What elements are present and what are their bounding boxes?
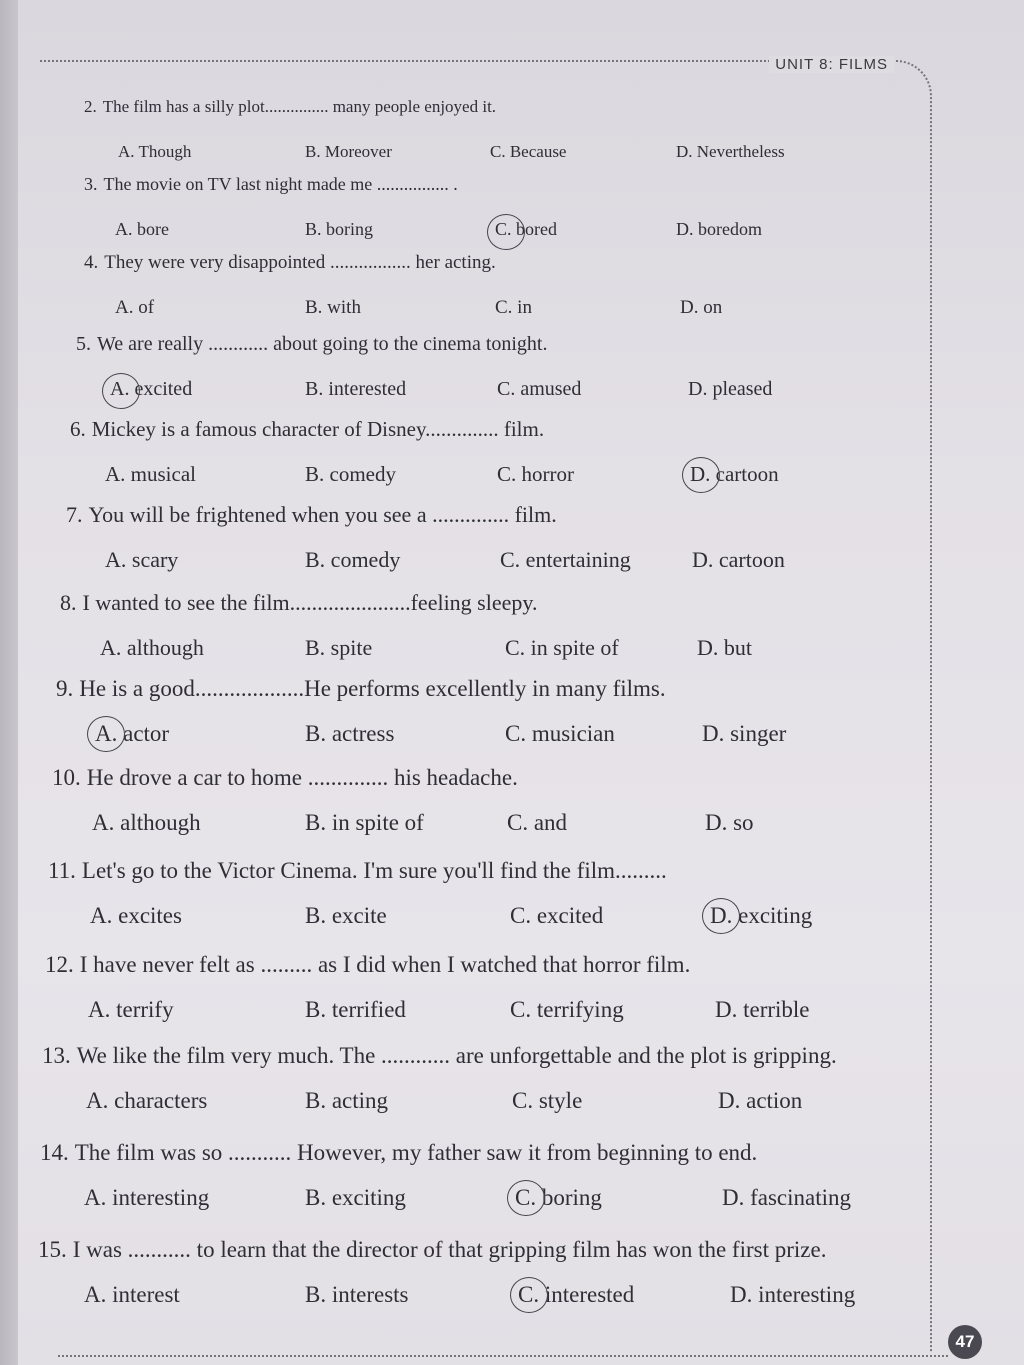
question-text: We like the film very much. The ............ are unforgettable and the plot is gripping. — [76, 1043, 837, 1068]
option-d-q15: D. interesting — [730, 1282, 856, 1307]
question-15 — [38, 1237, 826, 1263]
question-number: 12. — [45, 952, 74, 977]
question-2 — [84, 97, 496, 117]
option-d-q6: D. cartoon — [690, 462, 779, 486]
question-text: Mickey is a famous character of Disney.............. film. — [91, 417, 545, 441]
question-number: 5. — [76, 333, 91, 355]
option-c-q5: C. amused — [497, 378, 582, 400]
question-text: We are really ............ about going to the cinema tonight. — [97, 333, 548, 355]
option-a-q2: A. Though — [118, 142, 192, 161]
option-d-q10: D. so — [705, 810, 754, 835]
option-c-q14: C. boring — [515, 1185, 602, 1210]
option-c-q3: C. bored — [495, 219, 557, 239]
question-number: 13. — [42, 1043, 71, 1068]
question-13 — [42, 1043, 837, 1069]
option-a-q3: A. bore — [115, 219, 169, 239]
option-b-q3: B. boring — [305, 219, 374, 239]
option-c-q12: C. terrifying — [510, 997, 624, 1022]
option-b-q8: B. spite — [305, 635, 373, 660]
option-b-q2: B. Moreover — [305, 142, 392, 161]
option-c-q9: C. musician — [505, 721, 615, 746]
option-c-q15: C. interested — [518, 1282, 635, 1307]
question-text: The movie on TV last night made me ................ . — [103, 174, 458, 194]
option-a-q7: A. scary — [105, 547, 179, 572]
option-a-q5: A. excited — [110, 378, 193, 400]
option-b-q12: B. terrified — [305, 997, 406, 1022]
question-number: 6. — [70, 417, 86, 441]
option-b-q10: B. in spite of — [305, 810, 424, 835]
option-c-q7: C. entertaining — [500, 547, 631, 572]
option-a-q15: A. interest — [84, 1282, 180, 1307]
question-6 — [70, 417, 544, 442]
option-b-q6: B. comedy — [305, 462, 396, 486]
question-text: You will be frightened when you see a .............. film. — [88, 502, 557, 527]
question-text: He drove a car to home .............. his headache. — [86, 765, 518, 790]
option-d-q7: D. cartoon — [692, 547, 785, 572]
option-a-q13: A. characters — [86, 1088, 208, 1113]
question-3 — [84, 174, 458, 195]
option-c-q13: C. style — [512, 1088, 583, 1113]
option-b-q7: B. comedy — [305, 547, 401, 572]
question-text: The film was so ........... However, my father saw it from beginning to end. — [74, 1140, 758, 1165]
question-4 — [84, 252, 496, 274]
option-d-q9: D. singer — [702, 721, 787, 746]
question-12 — [45, 952, 690, 978]
question-number: 4. — [84, 252, 99, 273]
option-a-q12: A. terrify — [88, 997, 174, 1022]
option-c-q11: C. excited — [510, 903, 604, 928]
question-text: The film has a silly plot............... many people enjoyed it. — [102, 97, 497, 116]
option-d-q12: D. terrible — [715, 997, 810, 1022]
question-9 — [56, 676, 666, 702]
question-text: I have never felt as ......... as I did when I watched that horror film. — [79, 952, 691, 977]
question-14 — [40, 1140, 757, 1166]
option-c-q8: C. in spite of — [505, 635, 619, 660]
question-8 — [60, 590, 537, 616]
option-d-q14: D. fascinating — [722, 1185, 852, 1210]
question-number: 15. — [38, 1237, 67, 1262]
question-number: 8. — [60, 590, 77, 615]
option-d-q3: D. boredom — [676, 219, 762, 239]
question-number: 9. — [56, 676, 74, 701]
option-d-q11: D. exciting — [710, 903, 813, 928]
question-number: 3. — [84, 174, 98, 194]
option-b-q5: B. interested — [305, 378, 407, 400]
option-a-q10: A. although — [92, 810, 201, 835]
option-b-q11: B. excite — [305, 903, 387, 928]
option-d-q5: D. pleased — [688, 378, 773, 400]
question-number: 14. — [40, 1140, 69, 1165]
question-text: I wanted to see the film......................feeling sleepy. — [82, 590, 538, 615]
question-text: I was ........... to learn that the director of that gripping film has won the first prize. — [72, 1237, 827, 1262]
option-c-q2: C. Because — [490, 142, 567, 161]
option-d-q4: D. on — [680, 297, 723, 318]
option-c-q4: C. in — [495, 297, 532, 318]
option-d-q2: D. Nevertheless — [676, 142, 785, 161]
option-b-q15: B. interests — [305, 1282, 409, 1307]
option-d-q13: D. action — [718, 1088, 803, 1113]
question-number: 2. — [84, 97, 97, 116]
option-c-q10: C. and — [507, 810, 568, 835]
option-b-q4: B. with — [305, 297, 361, 318]
option-c-q6: C. horror — [497, 462, 574, 486]
question-number: 11. — [48, 858, 76, 883]
option-b-q14: B. exciting — [305, 1185, 406, 1210]
option-a-q4: A. of — [115, 297, 155, 318]
option-a-q6: A. musical — [105, 462, 196, 486]
option-b-q9: B. actress — [305, 721, 395, 746]
question-number: 7. — [66, 502, 83, 527]
question-7 — [66, 502, 557, 528]
page-number: 47 — [948, 1325, 982, 1359]
option-d-q8: D. but — [697, 635, 752, 660]
option-a-q9: A. actor — [95, 721, 170, 746]
option-a-q14: A. interesting — [84, 1185, 210, 1210]
option-b-q13: B. acting — [305, 1088, 389, 1113]
question-text: Let's go to the Victor Cinema. I'm sure you'll find the film......... — [81, 858, 667, 883]
unit-header: UNIT 8: FILMS — [769, 56, 894, 73]
question-number: 10. — [52, 765, 81, 790]
question-5 — [76, 333, 548, 356]
question-11 — [48, 858, 667, 884]
option-a-q11: A. excites — [90, 903, 182, 928]
question-10 — [52, 765, 518, 791]
question-text: He is a good...................He performs excellently in many films. — [79, 676, 666, 701]
option-a-q8: A. although — [100, 635, 204, 660]
question-text: They were very disappointed ................. her acting. — [104, 252, 496, 273]
